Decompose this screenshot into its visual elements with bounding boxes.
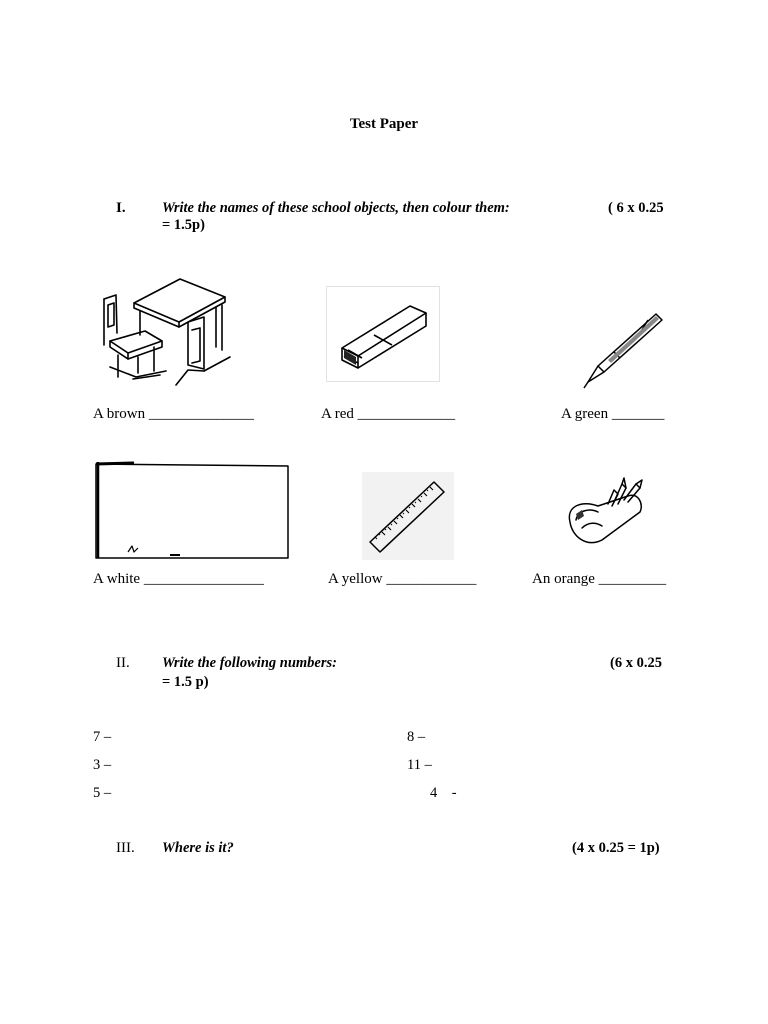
pencil-case-icon bbox=[552, 466, 648, 554]
object-label-blackboard: A white ________________ bbox=[93, 571, 264, 587]
object-label-ruler: A yellow ____________ bbox=[328, 571, 477, 587]
blackboard-icon bbox=[94, 460, 290, 562]
section-2-score: (6 x 0.25 bbox=[610, 655, 662, 671]
section-1-score-continued: = 1.5p) bbox=[162, 217, 205, 233]
section-2-score-continued: = 1.5 p) bbox=[162, 674, 209, 690]
fountain-pen-icon bbox=[578, 308, 670, 394]
section-1-score: ( 6 x 0.25 bbox=[608, 200, 664, 216]
section-2-number: II. bbox=[116, 655, 130, 671]
section-3-number: III. bbox=[116, 840, 135, 856]
number-item-3: 3 – bbox=[93, 757, 112, 773]
section-2-instruction: Write the following numbers: bbox=[162, 655, 337, 671]
object-label-pencil-case: An orange _________ bbox=[532, 571, 667, 587]
section-3-instruction: Where is it? bbox=[162, 840, 234, 856]
ruler-icon bbox=[362, 472, 454, 560]
number-item-4: 4 - bbox=[430, 785, 457, 801]
section-3-score: (4 x 0.25 = 1p) bbox=[572, 840, 660, 856]
number-item-7: 7 – bbox=[93, 729, 112, 745]
number-item-11: 11 – bbox=[407, 757, 432, 773]
number-item-5: 5 – bbox=[93, 785, 112, 801]
desk-and-chair-icon bbox=[100, 275, 250, 390]
object-label-pen: A green _______ bbox=[561, 406, 665, 422]
section-1-number: I. bbox=[116, 200, 126, 216]
object-label-eraser: A red _____________ bbox=[321, 406, 456, 422]
number-item-8: 8 – bbox=[407, 729, 426, 745]
eraser-icon bbox=[326, 286, 440, 382]
section-1-instruction: Write the names of these school objects, then colour them: bbox=[162, 200, 510, 216]
page-title: Test Paper bbox=[349, 116, 419, 132]
object-label-desk: A brown ______________ bbox=[93, 406, 254, 422]
